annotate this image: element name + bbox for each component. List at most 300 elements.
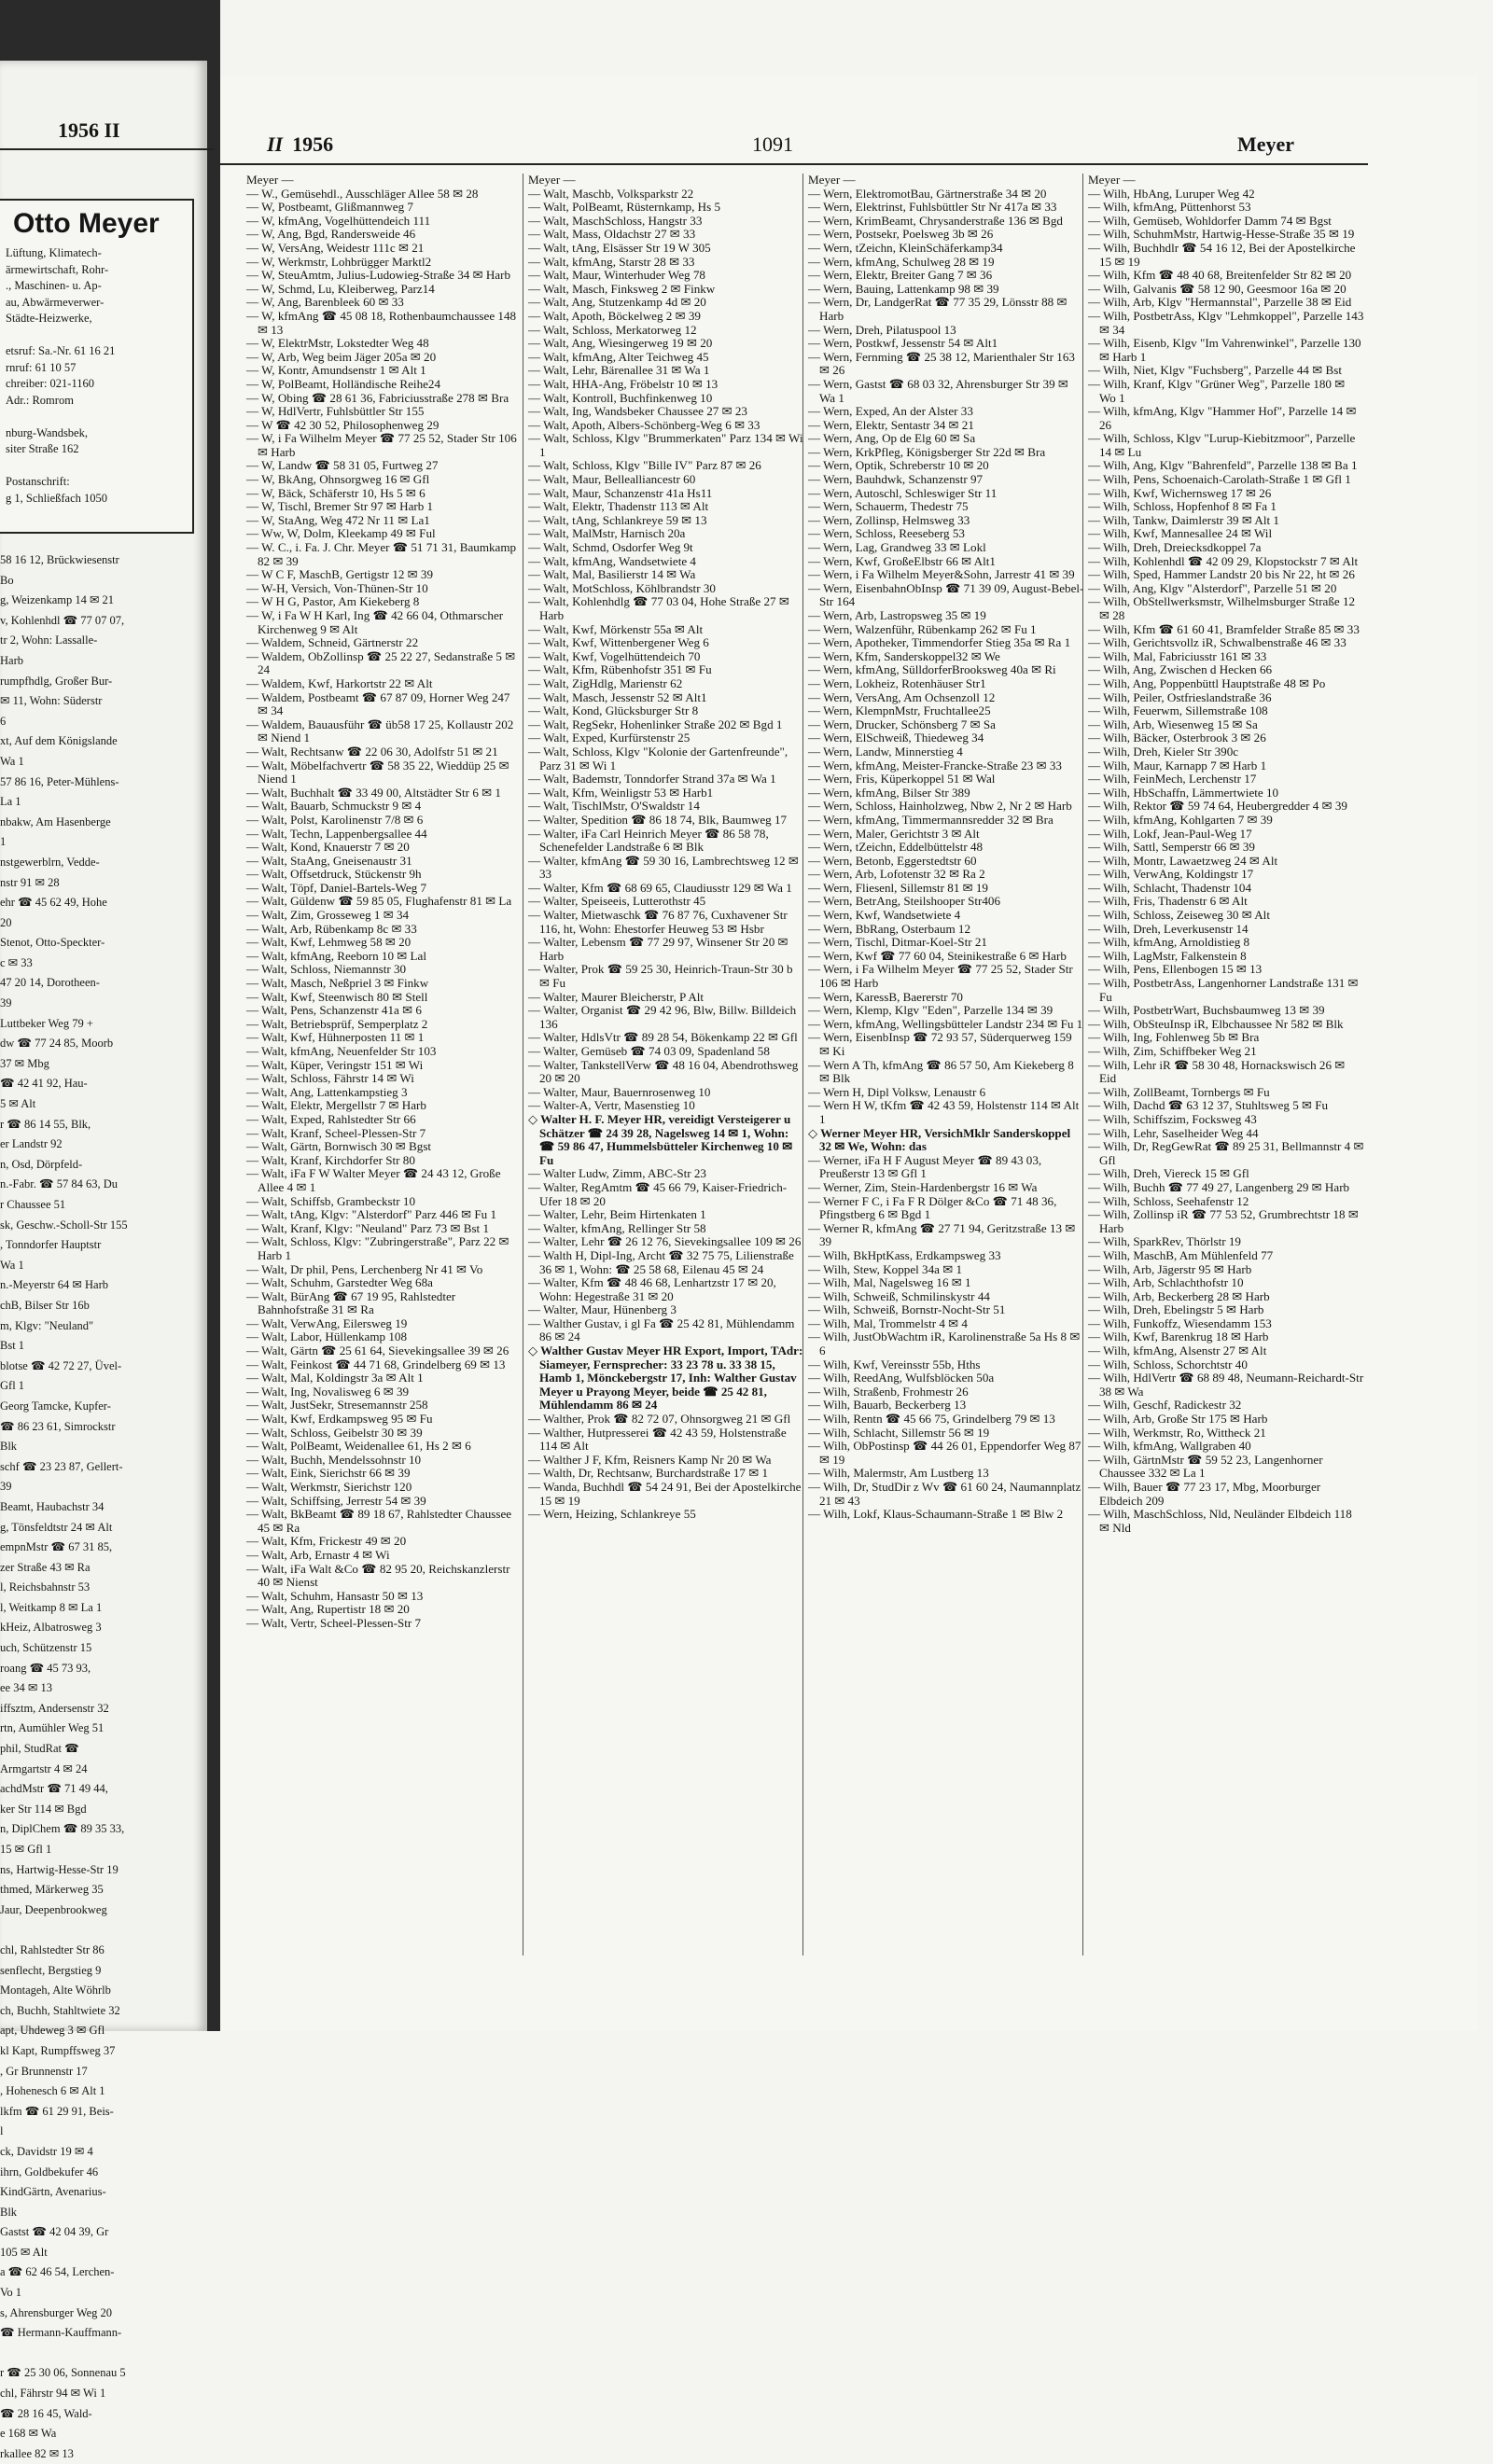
directory-entry: — Wilh, ObPostinsp ☎ 44 26 01, Eppendorfer Weg 87 ✉ 19 <box>808 1439 1081 1467</box>
list-line: Beamt, Haubachstr 34 <box>0 1499 105 1513</box>
directory-entry: — W, Tischl, Bremer Str 97 ✉ Harb 1 <box>246 499 434 514</box>
directory-entry: — Wilh, Eisenb, Klgv "Im Vahrenwinkel", Parzelle 130 ✉ Harb 1 <box>1088 336 1361 364</box>
directory-entry: — Walt, Kranf, Klgv: "Neuland" Parz 73 ✉ Bst 1 <box>246 1220 490 1235</box>
directory-entry: — Walt, Schuhm, Hansastr 50 ✉ 13 <box>246 1588 424 1603</box>
directory-entry: — Wern, KlempnMstr, Fruchtallee25 <box>808 703 991 718</box>
list-line: Bst 1 <box>0 1339 25 1353</box>
directory-entry: — Wilh, HbSchaffn, Lämmertwiete 10 <box>1088 785 1279 800</box>
list-line: v, Kohlenhdl ☎ 77 07 07, <box>0 613 125 627</box>
directory-entry: — Wern, ElSchweiß, Thiedeweg 34 <box>808 731 984 745</box>
list-line: Bo <box>0 573 14 587</box>
directory-entry: — Walt, Schloss, Niemannstr 30 <box>246 962 407 977</box>
list-line: ☎ 42 41 92, Hau- <box>0 1077 88 1091</box>
directory-entry: — Walter, Lebensm ☎ 77 29 97, Winsener Str 20 ✉ Harb <box>528 935 788 963</box>
list-line: kl Kapt, Rumpffsweg 37 <box>0 2043 116 2057</box>
directory-entry: — Wern, EisenbahnObInsp ☎ 71 39 09, August-Bebel-Str 164 <box>808 580 1084 609</box>
list-line: chB, Bilser Str 16b <box>0 1298 90 1312</box>
ad-line: au, Abwärmeverwer- <box>6 295 105 309</box>
list-line: senflecht, Bergstieg 9 <box>0 1963 102 1977</box>
directory-entry: ◇ Walter H. F. Meyer HR, vereidigt Versteigerer u Schätzer ☎ 24 39 28, Nagelsweg 14 ✉ 1, Wohn: ☎ 59 86 47, Hummelsbütteler Kirchenweg 10 ✉ Fu <box>528 1111 793 1167</box>
directory-entry: — W, StaAng, Weg 472 Nr 11 ✉ La1 <box>246 512 430 527</box>
directory-entry: — W, Bäck, Schäferstr 10, Hs 5 ✉ 6 <box>246 485 426 500</box>
directory-entry: — Wilh, Dr, RegGewRat ☎ 89 25 31, Bellmannstr 4 ✉ Gfl <box>1088 1139 1364 1167</box>
directory-entry: — Wern, Schauerm, Thedestr 75 <box>808 499 969 514</box>
directory-entry: — Walter, Prok ☎ 59 25 30, Heinrich-Traun-Str 30 b ✉ Fu <box>528 962 793 991</box>
directory-entry: — Walt, PolBeamt, Rüsternkamp, Hs 5 <box>528 200 721 215</box>
directory-entry: — Walt, Güldenw ☎ 59 85 05, Flughafenstr 81 ✉ La <box>246 894 512 909</box>
ad-line: chreiber: 021-1160 <box>6 377 94 390</box>
list-line: 37 ✉ Mbg <box>0 1056 49 1070</box>
directory-entry: — Walter, Kfm ☎ 48 46 68, Lenhartzstr 17 ✉ 20, Wohn: Hegestraße 31 ✉ 20 <box>528 1275 776 1303</box>
previous-page-title: 1956 II <box>58 118 120 142</box>
ad-line: etsruf: Sa.-Nr. 61 16 21 <box>6 344 116 357</box>
directory-entry: — W, PolBeamt, Holländische Reihe24 <box>246 376 441 391</box>
directory-entry: — Wern, Heizing, Schlankreye 55 <box>528 1507 696 1522</box>
directory-entry: — Wern, VersAng, Am Ochsenzoll 12 <box>808 689 996 704</box>
directory-entry: — Walt, Schloss, Klgv "Kolonie der Gartenfreunde", Parz 31 ✉ Wi 1 <box>528 744 788 773</box>
directory-entry: — Wilh, Galvanis ☎ 58 12 90, Geesmoor 16a ✉ 20 <box>1088 281 1346 296</box>
list-line: a ☎ 62 46 54, Lerchen- <box>0 2265 115 2279</box>
directory-entry: — Wilh, Schloss, Klgv "Lurup-Kiebitzmoor", Parzelle 14 ✉ Lu <box>1088 431 1356 459</box>
directory-entry: — Wern, i Fa Wilhelm Meyer ☎ 77 25 52, Stader Str 106 ✉ Harb <box>808 962 1073 991</box>
column-2 <box>528 174 804 1970</box>
directory-entry: — Wilh, Tankw, Daimlerstr 39 ✉ Alt 1 <box>1088 512 1279 527</box>
volume-numeral: II <box>267 132 284 156</box>
ad-line: ärmewirtschaft, Rohr- <box>6 262 109 276</box>
directory-entry: — Wern, Postsekr, Poelsweg 3b ✉ 26 <box>808 227 994 242</box>
directory-entry: — W., Gemüsehdl., Ausschläger Allee 58 ✉ 28 <box>246 186 479 201</box>
directory-entry: — Walt, Schloss, Merkatorweg 12 <box>528 322 697 337</box>
directory-entry: — Ww, W, Dolm, Kleekamp 49 ✉ Ful <box>246 526 436 541</box>
directory-entry: — Walt, Exped, Rahlstedter Str 66 <box>246 1111 416 1126</box>
directory-entry: — Wern, Elektr, Breiter Gang 7 ✉ 36 <box>808 268 993 283</box>
directory-entry: — Wilh, Mal, Fabriciusstr 161 ✉ 33 <box>1088 648 1267 663</box>
list-line: rkallee 82 ✉ 13 <box>0 2446 74 2460</box>
list-line: 58 16 12, Brückwiesenstr <box>0 553 119 566</box>
directory-entry: — Walt, Kwf, Lehmweg 58 ✉ 20 <box>246 935 412 950</box>
ad-title: Otto Meyer <box>13 208 160 239</box>
directory-entry: — W, Postbeamt, Glißmannweg 7 <box>246 200 413 215</box>
list-line: 1 <box>0 835 7 849</box>
directory-entry: — Wilh, HdlVertr ☎ 68 89 48, Neumann-Reichardt-Str 38 ✉ Wa <box>1088 1371 1364 1399</box>
directory-entry: — Walt, Ang, Stutzenkamp 4d ✉ 20 <box>528 295 706 310</box>
directory-entry: — Wilh, Niet, Klgv "Fuchsberg", Parzelle 44 ✉ Bst <box>1088 363 1342 378</box>
directory-entry: — Walt, Eink, Sierichstr 66 ✉ 39 <box>246 1466 411 1481</box>
directory-entry: — Walt, Labor, Hüllenkamp 108 <box>246 1329 408 1344</box>
directory-entry: — Walt, Exped, Kurfürstenstr 25 <box>528 731 691 745</box>
directory-entry: — Walt, Kohlenhdlg ☎ 77 03 04, Hohe Straße 27 ✉ Harb <box>528 594 789 622</box>
directory-entry: — Walt, Bademstr, Tonndorfer Strand 37a ✉ Wa 1 <box>528 772 776 787</box>
list-line: La 1 <box>0 795 21 809</box>
directory-entry: — Wilh, Peiler, Ostfrieslandstraße 36 <box>1088 689 1272 704</box>
list-line: 15 ✉ Gfl 1 <box>0 1843 52 1856</box>
list-line: ns, Hartwig-Hesse-Str 19 <box>0 1862 119 1876</box>
directory-entry: — Wern, Landw, Minnerstieg 4 <box>808 744 963 759</box>
list-line: ck, Davidstr 19 ✉ 4 <box>0 2144 93 2158</box>
directory-entry: — Walt, Schmd, Osdorfer Weg 9t <box>528 540 693 555</box>
directory-entry: — Wern, Exped, An der Alster 33 <box>808 404 973 419</box>
directory-entry: — Wilh, kfmAng, Wallgraben 40 <box>1088 1439 1251 1454</box>
directory-entry: — Waldem, Schneid, Gärtnerstr 22 <box>246 635 419 650</box>
directory-entry: — Wilh, Lehr iR ☎ 58 30 48, Hornackswisch 26 ✉ Eid <box>1088 1057 1346 1086</box>
directory-entry: — Walt, Kwf, Erdkampsweg 95 ✉ Fu <box>246 1412 433 1427</box>
directory-entry: — Wilh, Sattl, Semperstr 66 ✉ 39 <box>1088 840 1255 855</box>
directory-entry: — Walter, Mietwaschk ☎ 76 87 76, Cuxhavener Str 116, ht, Wohn: Ehestorfer Heuweg 53 ✉ Hsbr <box>528 908 788 936</box>
directory-entry: — Walter, Gemüseb ☎ 74 03 09, Spadenland 58 <box>528 1044 770 1058</box>
directory-entry: — Walter, Maur, Bauernrosenweg 10 <box>528 1084 711 1099</box>
directory-entry: — Walt, BürAng ☎ 67 19 95, Rahlstedter Bahnhofstraße 31 ✉ Ra <box>246 1288 456 1317</box>
directory-entry: — Walt, iFa Walt &Co ☎ 82 95 20, Reichskanzlerstr 40 ✉ Nienst <box>246 1561 510 1590</box>
list-line: thmed, Märkerweg 35 <box>0 1883 104 1897</box>
directory-entry: — Wilh, Schiffszim, Focksweg 43 <box>1088 1111 1257 1126</box>
directory-entry: — Wilh, Ing, Fohlenweg 5b ✉ Bra <box>1088 1030 1260 1045</box>
list-line: 6 <box>0 714 7 728</box>
directory-entry: — Walt, Pens, Schanzenstr 41a ✉ 6 <box>246 1003 422 1018</box>
directory-entry: — W, i Fa W H Karl, Ing ☎ 42 66 04, Othmarscher Kirchenweg 9 ✉ Alt <box>246 608 504 636</box>
directory-entry: — Werner F C, i Fa F R Dölger &Co ☎ 71 48 36, Pfingstberg 6 ✉ Bgd 1 <box>808 1193 1057 1222</box>
list-line: roang ☎ 45 73 93, <box>0 1661 91 1675</box>
list-line: ch, Buchh, Stahltwiete 32 <box>0 2003 120 2017</box>
directory-entry: — Walt, MalMstr, Harnisch 20a <box>528 526 686 541</box>
directory-entry: ◇ Werner Meyer HR, VersichMklr Sanderskoppel 32 ✉ We, Wohn: das <box>808 1125 1071 1154</box>
list-line: chl, Rahlstedter Str 86 <box>0 1942 105 1956</box>
directory-entry: — Wern, Elektrinst, Fuhlsbüttler Str Nr 417a ✉ 33 <box>808 200 1057 215</box>
directory-entry: — Wern, Fliesenl, Sillemstr 81 ✉ 19 <box>808 880 988 895</box>
directory-entry: — Walt, Kwf, Mörkenstr 55a ✉ Alt <box>528 621 704 636</box>
directory-entry: — W H G, Pastor, Am Kiekeberg 8 <box>246 594 420 609</box>
list-line: ✉ 11, Wohn: Süderstr <box>0 694 103 708</box>
directory-entry: — W, ElektrMstr, Lokstedter Weg 48 <box>246 336 429 351</box>
directory-entry: — Walt, Kranf, Kirchdorfer Str 80 <box>246 1152 415 1167</box>
previous-page <box>0 61 207 2460</box>
directory-entry: — Werner, iFa H F August Meyer ☎ 89 43 03, Preußerstr 13 ✉ Gfl 1 <box>808 1152 1042 1181</box>
directory-entry: — Wilh, Buchh ☎ 77 49 27, Langenberg 29 ✉ Harb <box>1088 1179 1350 1194</box>
directory-entry: — Walt, Kond, Glücksburger Str 8 <box>528 703 699 718</box>
directory-entry: — W ☎ 42 30 52, Philosophenweg 29 <box>246 417 440 432</box>
list-line: r ☎ 25 30 06, Sonnenau 5 <box>0 2366 126 2380</box>
directory-entry: — Wilh, Kfm ☎ 61 60 41, Bramfelder Straße 85 ✉ 33 <box>1088 621 1360 636</box>
directory-entry: — Walt, Kontroll, Buchfinkenweg 10 <box>528 390 713 405</box>
directory-entry: — Wern, Bauhdwk, Schanzenstr 97 <box>808 472 984 487</box>
directory-entry: — Wilh, Ang, Klgv "Bahrenfeld", Parzelle 138 ✉ Ba 1 <box>1088 458 1358 473</box>
list-line: g, Weizenkamp 14 ✉ 21 <box>0 593 115 607</box>
list-line: r Chaussee 51 <box>0 1198 66 1211</box>
directory-entry: — Wilh, HbAng, Luruper Weg 42 <box>1088 186 1255 201</box>
directory-entry: — Wilh, VerwAng, Koldingstr 17 <box>1088 867 1254 882</box>
column-1 <box>246 174 523 1970</box>
directory-entry: — Wern, Apotheker, Timmendorfer Stieg 35a ✉ Ra 1 <box>808 635 1071 650</box>
directory-entry: — Wern, Kwf ☎ 77 60 04, Steinikestraße 6 ✉ Harb <box>808 948 1067 963</box>
directory-entry: — Walt, iFa F W Walter Meyer ☎ 24 43 12, Große Allee 4 ✉ 1 <box>246 1166 501 1194</box>
directory-entry: — Walt, HHA-Ang, Fröbelstr 10 ✉ 13 <box>528 376 719 391</box>
list-line: n.-Fabr. ☎ 57 84 63, Du <box>0 1177 118 1191</box>
directory-entry: — W, Obing ☎ 28 61 36, Fabriciusstraße 278 ✉ Bra <box>246 390 509 405</box>
directory-entry: — Wilh, kfmAng, Kohlgarten 7 ✉ 39 <box>1088 812 1273 827</box>
directory-entry: — Wilh, Arb, Schlachthofstr 10 <box>1088 1275 1244 1290</box>
directory-entry: — Wern, ElektromotBau, Gärtnerstraße 34 ✉ 20 <box>808 186 1047 201</box>
directory-entry: — Wern, Zollinsp, Helmsweg 33 <box>808 512 970 527</box>
directory-entry: — Walt, Schiffsb, Grambeckstr 10 <box>246 1193 416 1208</box>
directory-entry: — Walter, HdlsVtr ☎ 89 28 54, Bökenkamp 22 ✉ Gfl <box>528 1030 798 1045</box>
list-line: m, Klgv: "Neuland" <box>0 1318 94 1332</box>
directory-entry: — Wern, Elektr, Sentastr 34 ✉ 21 <box>808 417 974 432</box>
directory-entry: — Walt, Maur, Schanzenstr 41a Hs11 <box>528 485 713 500</box>
list-line: er Landstr 92 <box>0 1137 63 1151</box>
list-line: Jaur, Deepenbrookweg <box>0 1902 107 1916</box>
directory-entry: — Walt, Schloss, Klgv "Bille IV" Parz 87 ✉ 26 <box>528 458 761 473</box>
list-line: Gastst ☎ 42 04 39, Gr <box>0 2225 109 2239</box>
directory-entry: — Wilh, Dreh, Ebelingstr 5 ✉ Harb <box>1088 1302 1264 1317</box>
directory-entry: — Wilh, Kwf, Mannesallee 24 ✉ Wil <box>1088 526 1273 541</box>
directory-entry: — Walt, Schiffsing, Jerrestr 54 ✉ 39 <box>246 1493 426 1508</box>
directory-entry: ◇ Walther Gustav Meyer HR Export, Import, TAdr: Siameyer, Fernsprecher: 33 23 78 u. 33 38 15, Hamb 1, Mönckebergstr 17, Inh: Walther Gustav Meyer u Prayong Meyer, beide ☎ 25 42 81, Mühlendamm 86 ✉ 24 <box>528 1343 803 1413</box>
list-line: , Gr Brunnenstr 17 <box>0 2064 88 2078</box>
list-line: apt, Uhdeweg 3 ✉ Gfl <box>0 2024 105 2038</box>
directory-entry: — Wilh, MaschSchloss, Nld, Neuländer Elbdeich 118 ✉ Nld <box>1088 1507 1352 1535</box>
ad-line <box>0 458 192 475</box>
directory-entry: — W C F, MaschB, Gertigstr 12 ✉ 39 <box>246 567 434 582</box>
directory-entry: — Wern, Kfm, Sanderskoppel32 ✉ We <box>808 648 1000 663</box>
directory-entry: — Wern, kfmAng, Timmermannsredder 32 ✉ Bra <box>808 812 1053 827</box>
directory-entry: — Wern, kfmAng, Schulweg 28 ✉ 19 <box>808 254 995 269</box>
ad-line: ., Maschinen- u. Ap- <box>6 279 102 292</box>
list-line: ihrn, Goldbekufer 46 <box>0 2165 99 2179</box>
directory-entry: — W, Ang, Bgd, Randersweide 46 <box>246 227 416 242</box>
directory-entry: — Wern, tZeichn, KleinSchäferkamp34 <box>808 240 1003 255</box>
directory-entry: — Wilh, Dreh, Kieler Str 390c <box>1088 744 1239 759</box>
directory-entry: — Walter, kfmAng ☎ 59 30 16, Lambrechtsweg 12 ✉ 33 <box>528 853 799 882</box>
list-line: ee 34 ✉ 13 <box>0 1681 52 1695</box>
directory-entry: — Walt, Kfm, Rübenhofstr 351 ✉ Fu <box>528 662 712 677</box>
directory-entry: — Wilh, Bauer ☎ 77 23 17, Mbg, Moorburger Elbdeich 209 <box>1088 1480 1321 1508</box>
ad-line: Städte-Heizwerke, <box>6 312 92 325</box>
directory-entry: — Walt, Kwf, Hühnerposten 11 ✉ 1 <box>246 1030 425 1045</box>
directory-entry: — Wern, Kwf, GroßeElbstr 66 ✉ Alt1 <box>808 553 996 568</box>
directory-entry: — Wilh, kfmAng, Alsenstr 27 ✉ Alt <box>1088 1343 1267 1358</box>
directory-entry: — Walt, Rechtsanw ☎ 22 06 30, Adolfstr 51 ✉ 21 <box>246 744 498 759</box>
directory-entry: — Wanda, Buchhdl ☎ 54 24 91, Bei der Apostelkirche 15 ✉ 19 <box>528 1480 802 1508</box>
directory-entry: — Wilh, Kohlenhdl ☎ 42 09 29, Klopstockstr 7 ✉ Alt <box>1088 553 1359 568</box>
directory-entry: — Wern, Schloss, Reeseberg 53 <box>808 526 965 541</box>
directory-entry: — Walt, Apoth, Albers-Schönberg-Weg 6 ✉ 33 <box>528 417 760 432</box>
list-line: 105 ✉ Alt <box>0 2245 48 2259</box>
directory-entry: — W, Schmd, Lu, Kleiberweg, Parz14 <box>246 281 435 296</box>
directory-entry: — Walt, Arb, Ernastr 4 ✉ Wi <box>246 1547 390 1562</box>
list-line: zer Straße 43 ✉ Ra <box>0 1560 91 1574</box>
list-line: ehr ☎ 45 62 49, Hohe <box>0 896 107 910</box>
list-line: c ✉ 33 <box>0 955 33 969</box>
directory-entry: — Waldem, Postbeamt ☎ 67 87 09, Horner Weg 247 ✉ 34 <box>246 689 510 718</box>
directory-entry: — Wilh, Funkoffz, Wiesendamm 153 <box>1088 1316 1272 1330</box>
directory-entry: — Wilh, Malermstr, Am Lustberg 13 <box>808 1466 989 1481</box>
directory-entry: — Wern, Autoschl, Schleswiger Str 11 <box>808 485 998 500</box>
directory-entry: — Wern, Maler, Gerichtstr 3 ✉ Alt <box>808 826 980 841</box>
directory-entry: — Waldem, Bauausführ ☎ üb58 17 25, Kollaustr 202 ✉ Niend 1 <box>246 717 514 745</box>
directory-entry: — Walt, PolBeamt, Weidenallee 61, Hs 2 ✉ 6 <box>246 1439 471 1454</box>
ad-line: Lüftung, Klimatech- <box>6 246 102 259</box>
directory-entry: — Waldem, ObZollinsp ☎ 25 22 27, Sedanstraße 5 ✉ 24 <box>246 648 516 677</box>
directory-entry: — Walt, Schuhm, Garstedter Weg 68a <box>246 1275 433 1290</box>
directory-entry: — Wern, Klemp, Klgv "Eden", Parzelle 134 ✉ 39 <box>808 1003 1053 1018</box>
directory-entry: — W, Werkmstr, Lohbrügger Marktl2 <box>246 254 432 269</box>
directory-entry: — Walt, VerwAng, Eilersweg 19 <box>246 1316 408 1330</box>
ad-line: rnruf: 61 10 57 <box>6 360 77 374</box>
directory-entry: — Wilh, Montr, Lawaetzweg 24 ✉ Alt <box>1088 853 1278 868</box>
directory-entry: — Walt, Maur, Winterhuder Weg 78 <box>528 268 705 283</box>
directory-entry: — Walt, Elektr, Mergellstr 7 ✉ Harb <box>246 1098 426 1113</box>
directory-entry: — Waldem, Kwf, Harkortstr 22 ✉ Alt <box>246 675 433 690</box>
directory-entry: — Wilh, Lehr, Saselheider Weg 44 <box>1088 1125 1259 1140</box>
list-line: l, Weitkamp 8 ✉ La 1 <box>0 1600 103 1614</box>
directory-entry: — Wilh, JustObWachtm iR, Karolinenstraße 5a Hs 8 ✉ 6 <box>808 1329 1081 1358</box>
directory-entry: — Wilh, Bauarb, Beckerberg 13 <box>808 1398 967 1413</box>
directory-entry: — Walt, Ang, Lattenkampstieg 3 <box>246 1084 408 1099</box>
directory-entry: — Wilh, Dreh, Dreiecksdkoppel 7a <box>1088 540 1262 555</box>
directory-entry: — Walther J F, Kfm, Reisners Kamp Nr 20 ✉ Wa <box>528 1452 772 1467</box>
directory-entry: — Wern, i Fa Wilhelm Meyer&Sohn, Jarrestr 41 ✉ 39 <box>808 567 1075 582</box>
directory-entry: — Walter, Organist ☎ 29 42 96, Blw, Billw. Billdeich 136 <box>528 1003 797 1031</box>
directory-entry: — Wern, Dreh, Pilatuspool 13 <box>808 322 956 337</box>
column-heading: Meyer — <box>1088 173 1136 187</box>
list-line: Wa 1 <box>0 754 24 768</box>
list-line: n, Osd, Dörpfeld- <box>0 1157 83 1171</box>
list-line: kHeiz, Albatrosweg 3 <box>0 1621 102 1635</box>
list-line: nstr 91 ✉ 28 <box>0 875 60 889</box>
directory-entry: — Walth H, Dipl-Ing, Archt ☎ 32 75 75, Lilienstraße 36 ✉ 1, Wohn: ☎ 25 58 68, Eilenau 45 ✉ 24 <box>528 1247 794 1276</box>
directory-entry: — Walt, Maschb, Volksparkstr 22 <box>528 186 694 201</box>
column-3 <box>808 174 1084 1970</box>
directory-entry: — Wilh, Schlacht, Sillemstr 56 ✉ 19 <box>808 1425 990 1440</box>
list-line <box>0 2344 207 2364</box>
directory-entry: — Wern, Fris, Küperkoppel 51 ✉ Wal <box>808 772 996 787</box>
directory-entry: — Walt, MaschSchloss, Hangstr 33 <box>528 213 703 228</box>
directory-entry: — Walt, Masch, Finksweg 2 ✉ Finkw <box>528 281 716 296</box>
directory-entry: — Wilh, Zollinsp iR ☎ 77 53 52, Grumbrechtstr 18 ✉ Harb <box>1088 1207 1359 1235</box>
directory-entry: — Walt, Zim, Grosseweg 1 ✉ 34 <box>246 908 410 923</box>
directory-entry: — Walt, Töpf, Daniel-Bartels-Weg 7 <box>246 880 427 895</box>
directory-entry: — Walt, Kond, Knauerstr 7 ✉ 20 <box>246 840 410 855</box>
directory-entry: — Walt, Ing, Wandsbeker Chaussee 27 ✉ 23 <box>528 404 747 419</box>
ad-line: siter Straße 162 <box>6 442 79 455</box>
list-line: , Tonndorfer Hauptstr <box>0 1238 102 1252</box>
list-line: ker Str 114 ✉ Bgd <box>0 1802 87 1816</box>
directory-entry: — Walt, Betriebsprüf, Semperplatz 2 <box>246 1016 428 1031</box>
directory-entry: — Walt, Bauarb, Schmuckstr 9 ✉ 4 <box>246 799 422 814</box>
directory-entry: — Wilh, PostbetrWart, Buchsbaumweg 13 ✉ 39 <box>1088 1003 1325 1018</box>
directory-entry: — Wern, Kwf, Wandsetwiete 4 <box>808 908 961 923</box>
directory-entry: — W, Arb, Weg beim Jäger 205a ✉ 20 <box>246 349 437 364</box>
directory-entry: — Walt, MotSchloss, Köhlbrandstr 30 <box>528 580 716 595</box>
directory-entry: — Wilh, SchuhmMstr, Hartwig-Hesse-Straße 35 ✉ 19 <box>1088 227 1355 242</box>
directory-entry: — Wern, Postkwf, Jessenstr 54 ✉ Alt1 <box>808 336 998 351</box>
directory-entry: — Walther Gustav, i gl Fa ☎ 25 42 81, Mühlendamm 86 ✉ 24 <box>528 1316 795 1344</box>
directory-entry: — Walt, Vertr, Scheel-Plessen-Str 7 <box>246 1615 422 1630</box>
directory-entry: — Walt, Werkmstr, Sierichstr 120 <box>246 1480 412 1494</box>
directory-entry: — Walther, Prok ☎ 82 72 07, Ohnsorgweg 21 ✉ Gfl <box>528 1412 791 1427</box>
surname-heading: Meyer <box>1237 132 1295 156</box>
directory-entry: — Wern, KrkPfleg, Königsberger Str 22d ✉ Bra <box>808 444 1046 459</box>
directory-entry: — Walt, Elektr, Thadenstr 113 ✉ Alt <box>528 499 709 514</box>
directory-entry: — Wilh, Schlacht, Thadenstr 104 <box>1088 880 1252 895</box>
directory-entry: — Walt, TischlMstr, O'Swaldstr 14 <box>528 799 700 814</box>
directory-entry: — Wern, Drucker, Schönsberg 7 ✉ Sa <box>808 717 996 731</box>
directory-entry: — Walt, Offsetdruck, Stückenstr 9h <box>246 867 422 882</box>
directory-entry: — Walt, Schloss, Geibelstr 30 ✉ 39 <box>246 1425 423 1440</box>
directory-entry: — Wern, Dr, LandgerRat ☎ 77 35 29, Lönsstr 88 ✉ Harb <box>808 295 1067 323</box>
directory-entry: — Wern, KrimBeamt, Chrysanderstraße 136 ✉ Bgd <box>808 213 1063 228</box>
list-line: Armgartstr 4 ✉ 24 <box>0 1761 88 1775</box>
list-line: nstgewerblrn, Vedde- <box>0 855 100 869</box>
directory-entry: — Wern, Bauing, Lattenkamp 98 ✉ 39 <box>808 281 999 296</box>
directory-entry: — Wilh, Pens, Schoenaich-Carolath-Straße 1 ✉ Gfl 1 <box>1088 472 1351 487</box>
directory-entry: — Walter-A, Vertr, Masenstieg 10 <box>528 1098 695 1113</box>
directory-entry: — Wilh, Ang, Zwischen d Hecken 66 <box>1088 662 1273 677</box>
directory-entry: — Walt, Kwf, Steenwisch 80 ✉ Stell <box>246 989 428 1004</box>
directory-entry: — W, kfmAng, Vogelhüttendeich 111 <box>246 213 431 228</box>
directory-entry: — Wilh, Straßenb, Frohmestr 26 <box>808 1384 969 1399</box>
directory-entry: — Wern, Lag, Grandweg 33 ✉ Lokl <box>808 540 986 555</box>
directory-entry: — Walter, Kfm ☎ 68 69 65, Claudiusstr 129 ✉ Wa 1 <box>528 880 792 895</box>
directory-entry: — Wern, BetrAng, Steilshooper Str406 <box>808 894 1001 909</box>
list-line: s, Ahrensburger Weg 20 <box>0 2305 113 2319</box>
directory-entry: — Walt, Gärtn ☎ 25 61 64, Sievekingsallee 39 ✉ 26 <box>246 1343 509 1358</box>
directory-entry: — Wilh, Schweiß, Bornstr-Nocht-Str 51 <box>808 1302 1006 1317</box>
directory-entry: — Wilh, ZollBeamt, Tornbergs ✉ Fu <box>1088 1084 1270 1099</box>
directory-entry: — Wilh, Sped, Hammer Landstr 20 bis Nr 22, ht ✉ 26 <box>1088 567 1355 582</box>
directory-entry: — Walter, Lehr ☎ 26 12 76, Sievekingsallee 109 ✉ 26 <box>528 1234 802 1249</box>
directory-entry: — Wern, Ang, Op de Elg 60 ✉ Sa <box>808 431 976 446</box>
directory-entry: — Walter, iFa Carl Heinrich Meyer ☎ 86 58 78, Schenefelder Landstraße 6 ✉ Blk <box>528 826 769 855</box>
directory-entry: — Walt, Ang, Rupertistr 18 ✉ 20 <box>246 1602 410 1617</box>
directory-entry: — Walt, kfmAng, Alter Teichweg 45 <box>528 349 709 364</box>
year: 1956 <box>292 132 334 156</box>
directory-entry: — W, Kontr, Amundsenstr 1 ✉ Alt 1 <box>246 363 426 378</box>
directory-entry: — Wilh, Schloss, Schorchtstr 40 <box>1088 1357 1248 1371</box>
directory-entry: — W, BkAng, Ohnsorgweg 16 ✉ Gfl <box>246 472 430 487</box>
directory-entry: — W, kfmAng ☎ 45 08 18, Rothenbaumchaussee 148 ✉ 13 <box>246 308 517 337</box>
directory-entry: — Walt, Ing, Novalisweg 6 ✉ 39 <box>246 1384 410 1399</box>
directory-page <box>220 77 1478 2031</box>
list-line: rumpfhdlg, Großer Bur- <box>0 674 113 688</box>
list-line: lkfm ☎ 61 29 91, Beis- <box>0 2104 114 2118</box>
directory-entry: — Werner, Zim, Stein-Hardenbergstr 16 ✉ Wa <box>808 1179 1038 1194</box>
directory-entry: — Walter, RegAmtm ☎ 45 66 79, Kaiser-Friedrich-Ufer 18 ✉ 20 <box>528 1179 788 1208</box>
directory-entry: — Wilh, Buchhdlr ☎ 54 16 12, Bei der Apostelkirche 15 ✉ 19 <box>1088 240 1356 269</box>
directory-entry: — Wern, kfmAng, SülldorferBrooksweg 40a ✉ Ri <box>808 662 1056 677</box>
list-line: ☎ 86 23 61, Simrockstr <box>0 1419 116 1433</box>
directory-entry: — Wilh, Rektor ☎ 59 74 64, Heubergredder 4 ✉ 39 <box>1088 799 1347 814</box>
directory-entry: — Walter, Lehr, Beim Hirtenkaten 1 <box>528 1207 706 1222</box>
list-line: 20 <box>0 915 12 929</box>
directory-entry: — Walt, Gärtn, Bornwisch 30 ✉ Bgst <box>246 1139 432 1154</box>
list-line: uch, Schützenstr 15 <box>0 1641 92 1655</box>
directory-entry: — Wilh, FeinMech, Lerchenstr 17 <box>1088 772 1257 787</box>
list-line: 5 ✉ Alt <box>0 1097 36 1111</box>
directory-entry: — Wilh, Schweiß, Schmilinskystr 44 <box>808 1288 990 1303</box>
list-line: Stenot, Otto-Speckter- <box>0 936 105 950</box>
list-line: xt, Auf dem Königslande <box>0 734 118 748</box>
directory-entry: — Wern, Fernming ☎ 25 38 12, Marienthaler Str 163 ✉ 26 <box>808 349 1075 378</box>
directory-entry: — Wilh, Fris, Thadenstr 6 ✉ Alt <box>1088 894 1248 909</box>
advertisement-box <box>0 199 194 534</box>
page-number: 1091 <box>752 132 793 156</box>
list-line: n.-Meyerstr 64 ✉ Harb <box>0 1278 108 1292</box>
directory-entry: — Wilh, Pens, Ellenbogen 15 ✉ 13 <box>1088 962 1263 977</box>
directory-entry: — Wern, Optik, Schreberstr 10 ✉ 20 <box>808 458 989 473</box>
directory-entry: — Wern, Walzenführ, Rübenkamp 262 ✉ Fu 1 <box>808 621 1037 636</box>
list-line: Harb <box>0 653 23 667</box>
directory-entry: — Walt, Kfm, Frickestr 49 ✉ 20 <box>246 1534 407 1549</box>
